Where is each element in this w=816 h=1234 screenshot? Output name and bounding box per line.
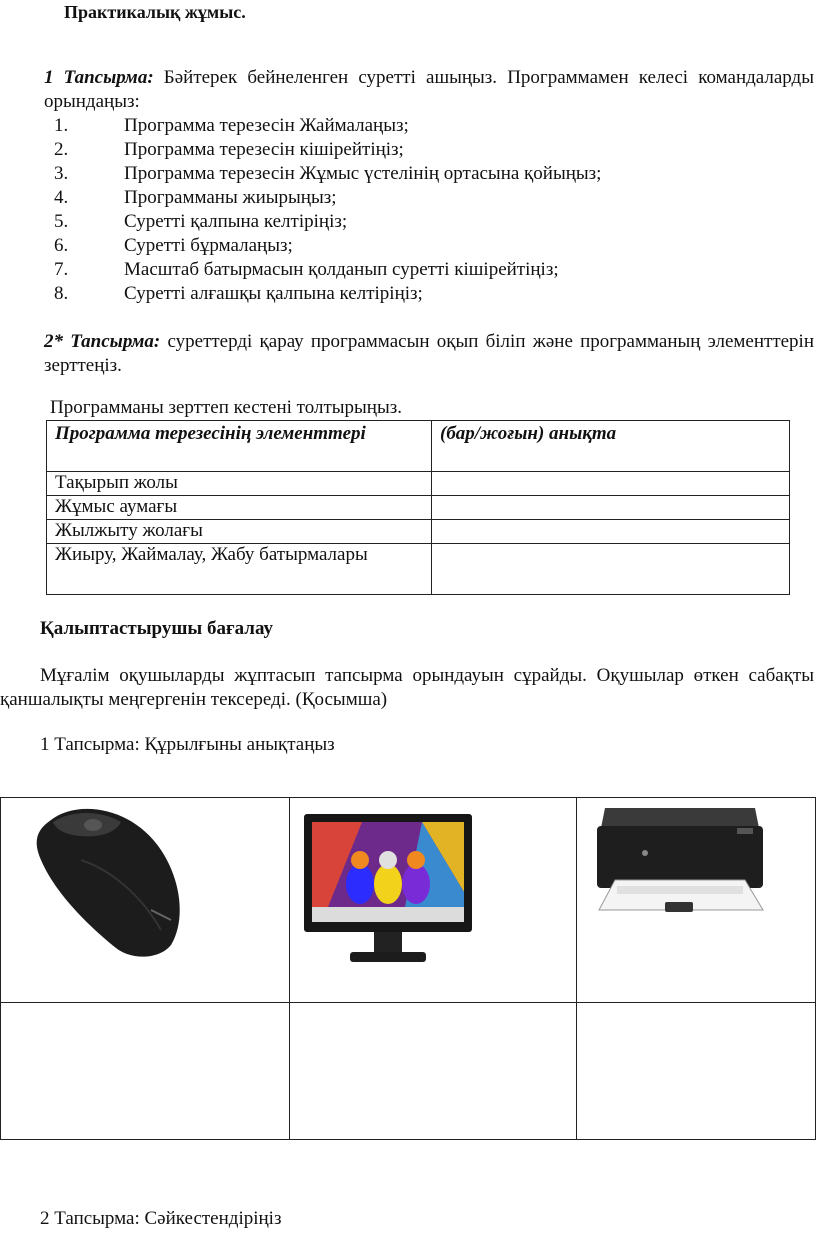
table-cell: Жиыру, Жаймалау, Жабу батырмалары <box>47 544 432 595</box>
list-item <box>44 234 744 258</box>
list-item <box>44 210 744 234</box>
table-cell: Тақырып жолы <box>47 472 432 496</box>
mouse-icon <box>21 800 201 960</box>
table-cell: Жұмыс аумағы <box>47 496 432 520</box>
answer-cell[interactable] <box>1 1003 290 1140</box>
table-row <box>1 1003 816 1140</box>
task1-text: Бәйтерек бейнеленген суретті ашыңыз. Программамен келесі командаларды орындаңыз: <box>44 67 814 112</box>
monitor-icon <box>302 812 477 972</box>
list-item <box>44 258 744 282</box>
step-number: 2. <box>54 139 69 160</box>
step-text: Программа терезесін Жұмыс үстелінің ортасына қойыңыз; <box>124 163 602 184</box>
table-cell-empty[interactable] <box>432 544 790 595</box>
task2-text: суреттерді қарау программасын оқып біліп және программаның элементтерін зерттеңіз. <box>44 331 815 376</box>
step-number: 5. <box>54 211 69 232</box>
device-cell-printer <box>577 798 816 1003</box>
step-number: 6. <box>54 235 69 256</box>
step-number: 4. <box>54 187 69 208</box>
assessment-text: Мұғалім оқушыларды жұптасып тапсырма орындауын сұрайды. Оқушылар өткен сабақты қаншалықты меңгергенін тексереді. (Қосымша) <box>0 665 814 710</box>
list-item <box>44 162 744 186</box>
step-text: Программа терезесін кішірейтіңіз; <box>124 139 404 160</box>
answer-cell[interactable] <box>577 1003 816 1140</box>
step-text: Программаны жиырыңыз; <box>124 187 337 208</box>
table-header: Программа терезесінің элементтері <box>47 421 432 472</box>
table-cell-empty[interactable] <box>432 472 790 496</box>
task1-intro <box>44 66 814 114</box>
devices-table <box>0 797 816 1140</box>
answer-cell[interactable] <box>290 1003 577 1140</box>
step-text: Суретті алғашқы қалпына келтіріңіз; <box>124 283 423 304</box>
step-text: Суретті бұрмалаңыз; <box>124 235 293 256</box>
step-number: 8. <box>54 283 69 304</box>
table-row <box>47 520 790 544</box>
table-header: (бар/жоғын) анықта <box>432 421 790 472</box>
elements-table <box>46 420 790 595</box>
list-item <box>44 114 744 138</box>
step-text: Суретті қалпына келтіріңіз; <box>124 211 348 232</box>
step-number: 7. <box>54 259 69 280</box>
task2-instruction: Программаны зерттеп кестені толтырыңыз. <box>50 397 402 418</box>
table-cell-empty[interactable] <box>432 520 790 544</box>
printer-icon <box>587 798 772 928</box>
table-row <box>47 496 790 520</box>
device-cell-monitor <box>290 798 577 1003</box>
task2-label: 2* Тапсырма: <box>44 331 161 352</box>
assessment-heading: Қалыптастырушы бағалау <box>40 618 273 639</box>
list-item <box>44 186 744 210</box>
page-title: Практикалық жұмыс. <box>64 2 246 22</box>
task1-steps <box>44 114 744 306</box>
step-number: 1. <box>54 115 69 136</box>
task1-label: 1 Тапсырма: <box>44 67 154 88</box>
task2-intro <box>44 330 814 378</box>
table-cell-empty[interactable] <box>432 496 790 520</box>
list-item <box>44 138 744 162</box>
table-cell: Жылжыту жолағы <box>47 520 432 544</box>
task3-title: 1 Тапсырма: Құрылғыны анықтаңыз <box>40 734 335 755</box>
table-header-row <box>47 421 790 472</box>
table-row <box>47 544 790 595</box>
step-number: 3. <box>54 163 69 184</box>
table-row <box>47 472 790 496</box>
task4-title: 2 Тапсырма: Сәйкестендіріңіз <box>40 1208 282 1229</box>
table-row <box>1 798 816 1003</box>
step-text: Масштаб батырмасын қолданып суретті кішірейтіңіз; <box>124 259 559 280</box>
step-text: Программа терезесін Жаймалаңыз; <box>124 115 409 136</box>
list-item <box>44 282 744 306</box>
device-cell-mouse <box>1 798 290 1003</box>
